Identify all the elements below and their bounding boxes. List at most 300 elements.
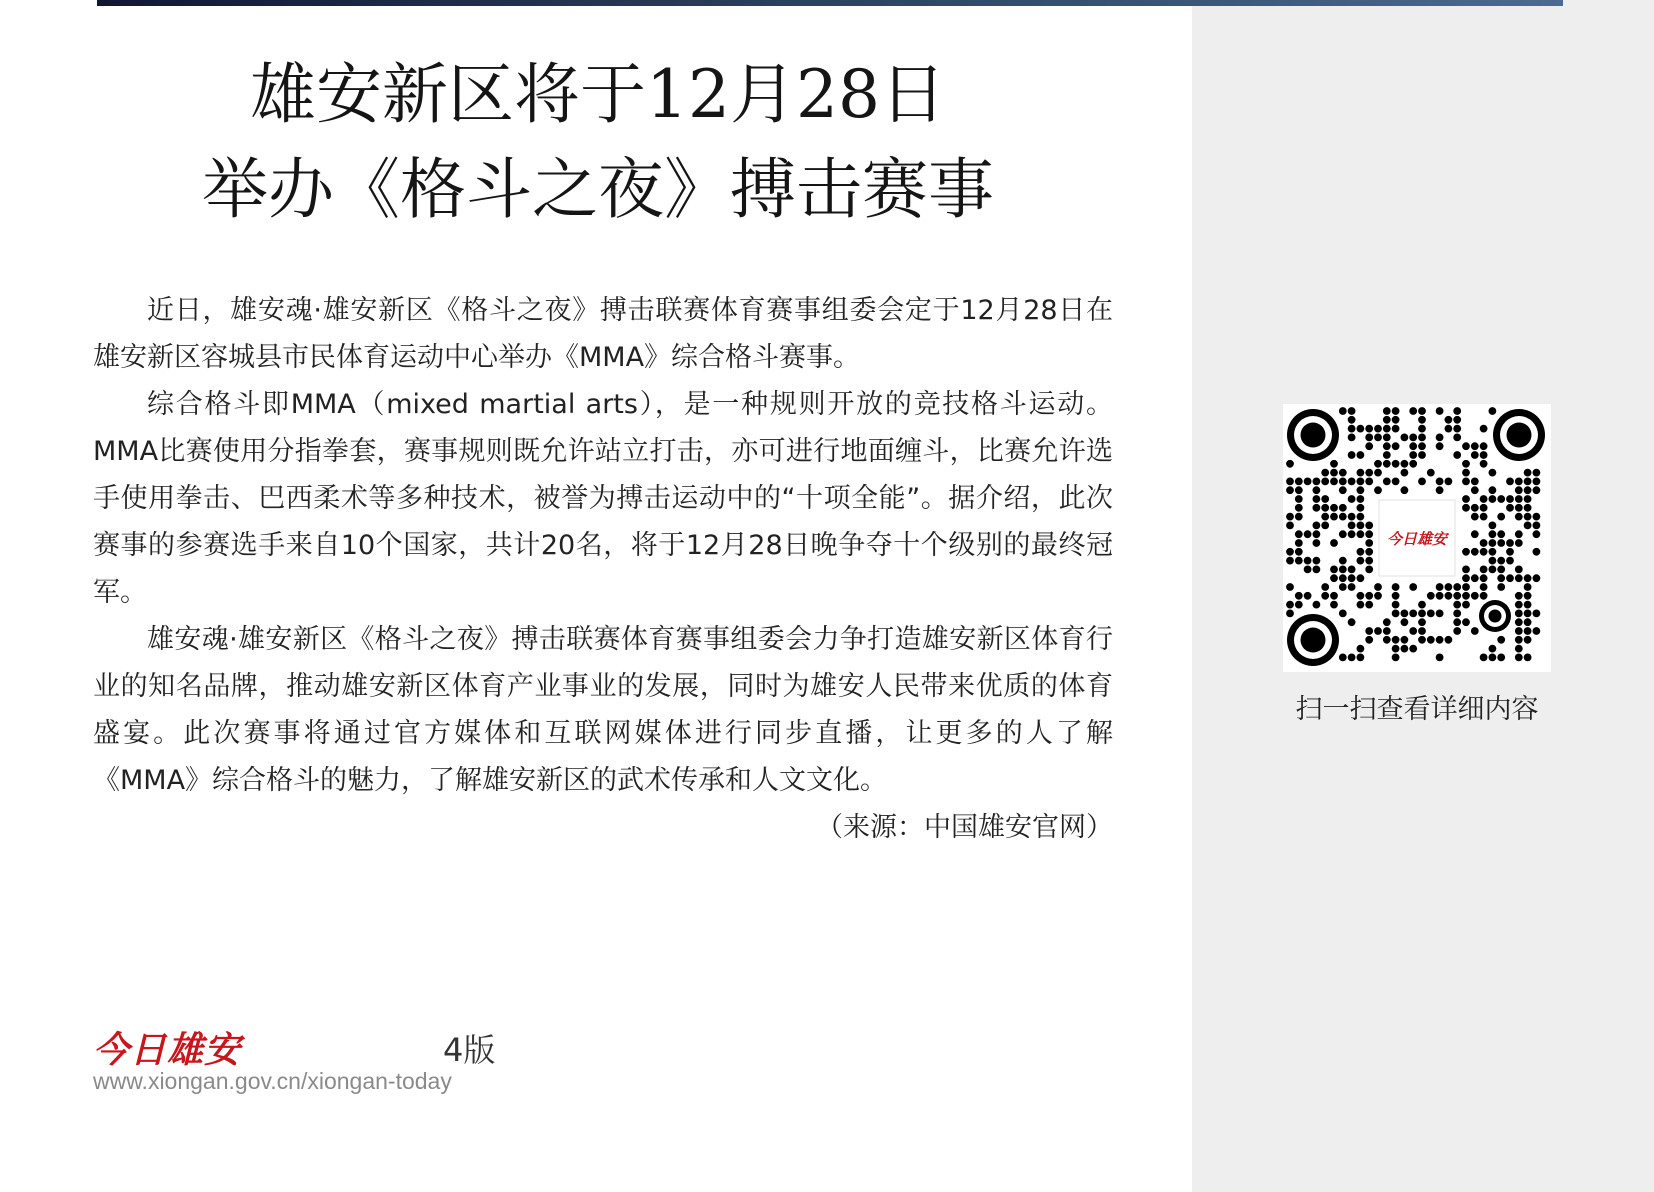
qr-module: [1506, 478, 1514, 486]
qr-module: [1365, 548, 1373, 556]
qr-module: [1524, 583, 1532, 591]
qr-module: [1418, 618, 1426, 626]
qr-module: [1357, 592, 1365, 600]
qr-module: [1357, 548, 1365, 556]
qr-module: [1515, 654, 1523, 662]
qr-module: [1515, 645, 1523, 653]
qr-center-logo: 今日雄安: [1386, 530, 1448, 548]
qr-module: [1533, 530, 1541, 538]
qr-module: [1401, 618, 1409, 626]
qr-module: [1515, 592, 1523, 600]
qr-module: [1365, 601, 1373, 609]
qr-module: [1453, 451, 1461, 459]
qr-module: [1515, 627, 1523, 635]
qr-module: [1392, 654, 1400, 662]
qr-module: [1374, 425, 1382, 433]
qr-module: [1515, 539, 1523, 547]
qr-module: [1401, 636, 1409, 644]
qr-module: [1497, 530, 1505, 538]
qr-module: [1533, 486, 1541, 494]
qr-module: [1392, 416, 1400, 424]
qr-module: [1365, 522, 1373, 530]
qr-module: [1533, 478, 1541, 486]
qr-module: [1427, 592, 1435, 600]
newspaper-logo: 今日雄安: [93, 1029, 242, 1071]
qr-module: [1357, 478, 1365, 486]
qr-module: [1357, 645, 1365, 653]
qr-module: [1339, 654, 1347, 662]
qr-module: [1480, 548, 1488, 556]
qr-module: [1374, 486, 1382, 494]
qr-module: [1383, 425, 1391, 433]
qr-module: [1313, 495, 1321, 503]
qr-module: [1462, 592, 1470, 600]
qr-module: [1374, 434, 1382, 442]
paragraph-2: 综合格斗即MMA（mixed martial arts），是一种规则开放的竞技格斗运动。MMA比赛使用分指拳套，赛事规则既允许站立打击，亦可进行地面缠斗，比赛允许选手使用拳击、巴西柔术等多种技术，被誉为搏击运动中的“十项全能”。据介绍，此次赛事的参赛选手来自10个国家，共计20名，将于12月28日晚争夺十个级别的最终冠军。: [93, 389, 1113, 608]
qr-module: [1295, 478, 1303, 486]
qr-module: [1348, 495, 1356, 503]
qr-module: [1313, 504, 1321, 512]
qr-module: [1480, 583, 1488, 591]
qr-module: [1295, 530, 1303, 538]
qr-module: [1295, 504, 1303, 512]
qr-module: [1524, 495, 1532, 503]
qr-module: [1418, 425, 1426, 433]
qr-module: [1497, 583, 1505, 591]
qr-module: [1506, 504, 1514, 512]
qr-module: [1409, 610, 1417, 618]
qr-module: [1330, 592, 1338, 600]
qr-module: [1445, 636, 1453, 644]
qr-code-icon: [1283, 404, 1551, 672]
qr-module: [1383, 407, 1391, 415]
qr-module: [1471, 486, 1479, 494]
qr-module: [1445, 416, 1453, 424]
qr-module: [1497, 539, 1505, 547]
qr-module: [1286, 557, 1294, 565]
qr-module: [1409, 407, 1417, 415]
qr-module: [1515, 495, 1523, 503]
qr-module: [1304, 478, 1312, 486]
qr-module: [1462, 460, 1470, 468]
qr-module: [1392, 636, 1400, 644]
qr-module: [1524, 469, 1532, 477]
qr-module: [1286, 601, 1294, 609]
qr-module: [1286, 583, 1294, 591]
article-body: [93, 287, 1113, 851]
qr-module: [1436, 654, 1444, 662]
qr-module: [1401, 486, 1409, 494]
qr-module: [1436, 583, 1444, 591]
qr-module: [1365, 442, 1373, 450]
qr-module: [1524, 522, 1532, 530]
qr-module: [1321, 478, 1329, 486]
qr-module: [1383, 627, 1391, 635]
qr-module: [1348, 654, 1356, 662]
qr-module: [1321, 592, 1329, 600]
qr-module: [1374, 583, 1382, 591]
qr-module: [1515, 486, 1523, 494]
qr-module: [1348, 434, 1356, 442]
qr-module: [1462, 574, 1470, 582]
qr-module: [1304, 592, 1312, 600]
qr-module: [1436, 407, 1444, 415]
qr-module: [1480, 442, 1488, 450]
qr-module: [1515, 478, 1523, 486]
qr-module: [1339, 583, 1347, 591]
qr-module: [1515, 574, 1523, 582]
qr-module: [1313, 530, 1321, 538]
qr-module: [1524, 654, 1532, 662]
qr-module: [1295, 539, 1303, 547]
qr-module: [1453, 618, 1461, 626]
qr-module: [1436, 592, 1444, 600]
qr-alignment-marker: [1479, 600, 1511, 632]
qr-module: [1515, 636, 1523, 644]
qr-module: [1357, 504, 1365, 512]
qr-module: [1365, 478, 1373, 486]
qr-module: [1497, 654, 1505, 662]
qr-module: [1471, 627, 1479, 635]
qr-module: [1418, 627, 1426, 635]
qr-module: [1339, 557, 1347, 565]
qr-module: [1374, 469, 1382, 477]
qr-module: [1392, 601, 1400, 609]
qr-module: [1427, 469, 1435, 477]
qr-module: [1524, 610, 1532, 618]
qr-module: [1339, 478, 1347, 486]
qr-module: [1357, 522, 1365, 530]
qr-module: [1480, 566, 1488, 574]
qr-module: [1348, 530, 1356, 538]
qr-module: [1462, 504, 1470, 512]
qr-module: [1524, 592, 1532, 600]
qr-module: [1295, 486, 1303, 494]
qr-module: [1330, 513, 1338, 521]
qr-module: [1436, 486, 1444, 494]
qr-module: [1401, 610, 1409, 618]
qr-module: [1489, 645, 1497, 653]
qr-module: [1365, 592, 1373, 600]
qr-module: [1462, 548, 1470, 556]
qr-module: [1321, 583, 1329, 591]
qr-module: [1286, 460, 1294, 468]
qr-module: [1515, 618, 1523, 626]
qr-module: [1330, 574, 1338, 582]
qr-module: [1286, 522, 1294, 530]
qr-module: [1313, 522, 1321, 530]
qr-module: [1533, 574, 1541, 582]
qr-module: [1330, 478, 1338, 486]
qr-module: [1427, 610, 1435, 618]
qr-module: [1409, 460, 1417, 468]
qr-module: [1471, 592, 1479, 600]
qr-module: [1489, 495, 1497, 503]
qr-code-graphic: [1283, 404, 1551, 672]
qr-module: [1489, 407, 1497, 415]
qr-module: [1453, 416, 1461, 424]
qr-finder-bottom-left: [1287, 614, 1339, 666]
qr-module: [1295, 592, 1303, 600]
qr-module: [1286, 548, 1294, 556]
qr-module: [1515, 610, 1523, 618]
qr-module: [1489, 469, 1497, 477]
qr-module: [1357, 495, 1365, 503]
qr-module: [1445, 583, 1453, 591]
qr-module: [1436, 478, 1444, 486]
qr-module: [1489, 566, 1497, 574]
qr-module: [1339, 486, 1347, 494]
qr-module: [1295, 601, 1303, 609]
qr-module: [1462, 618, 1470, 626]
qr-module: [1313, 566, 1321, 574]
qr-module: [1348, 513, 1356, 521]
title-line-2: 举办《格斗之夜》搏击赛事: [202, 151, 994, 228]
qr-module: [1321, 504, 1329, 512]
qr-module: [1383, 442, 1391, 450]
paragraph-3: 雄安魂·雄安新区《格斗之夜》搏击联赛体育赛事组委会力争打造雄安新区体育行业的知名品牌，推动雄安新区体育产业事业的发展，同时为雄安人民带来优质的体育盛宴。此次赛事将通过官方媒体和互联网媒体进行同步直播，让更多的人了解《MMA》综合格斗的魅力，了解雄安新区的武术传承和人文文化。: [93, 624, 1113, 796]
qr-module: [1348, 574, 1356, 582]
qr-module: [1471, 504, 1479, 512]
qr-module: [1524, 574, 1532, 582]
qr-module: [1304, 566, 1312, 574]
qr-module: [1480, 425, 1488, 433]
qr-module: [1401, 469, 1409, 477]
qr-module: [1383, 451, 1391, 459]
qr-module: [1348, 407, 1356, 415]
qr-module: [1383, 460, 1391, 468]
qr-module: [1339, 513, 1347, 521]
qr-module: [1471, 451, 1479, 459]
qr-module: [1321, 522, 1329, 530]
qr-module: [1365, 539, 1373, 547]
top-bar: [97, 0, 1563, 6]
qr-module: [1480, 654, 1488, 662]
qr-module: [1524, 636, 1532, 644]
qr-module: [1321, 469, 1329, 477]
qr-module: [1401, 460, 1409, 468]
qr-module: [1348, 478, 1356, 486]
qr-module: [1506, 557, 1514, 565]
qr-module: [1506, 495, 1514, 503]
qr-module: [1418, 601, 1426, 609]
qr-module: [1471, 530, 1479, 538]
qr-module: [1418, 434, 1426, 442]
qr-module: [1392, 478, 1400, 486]
qr-module: [1321, 513, 1329, 521]
qr-module: [1462, 478, 1470, 486]
qr-module: [1524, 504, 1532, 512]
qr-module: [1497, 574, 1505, 582]
qr-module: [1480, 592, 1488, 600]
qr-module: [1348, 425, 1356, 433]
qr-module: [1418, 610, 1426, 618]
qr-module: [1453, 592, 1461, 600]
qr-module: [1365, 557, 1373, 565]
qr-module: [1409, 451, 1417, 459]
qr-module: [1330, 504, 1338, 512]
qr-module: [1409, 442, 1417, 450]
qr-module: [1471, 574, 1479, 582]
qr-module: [1489, 548, 1497, 556]
qr-module: [1506, 574, 1514, 582]
qr-module: [1515, 513, 1523, 521]
qr-module: [1295, 557, 1303, 565]
qr-module: [1392, 592, 1400, 600]
qr-module: [1489, 539, 1497, 547]
qr-module: [1489, 654, 1497, 662]
qr-module: [1533, 469, 1541, 477]
qr-module: [1445, 478, 1453, 486]
qr-module: [1374, 627, 1382, 635]
qr-module: [1418, 416, 1426, 424]
qr-module: [1462, 495, 1470, 503]
qr-module: [1533, 522, 1541, 530]
qr-module: [1418, 478, 1426, 486]
qr-module: [1418, 407, 1426, 415]
qr-module: [1533, 610, 1541, 618]
qr-module: [1357, 486, 1365, 494]
qr-module: [1515, 504, 1523, 512]
qr-module: [1313, 486, 1321, 494]
qr-module: [1383, 636, 1391, 644]
qr-module: [1383, 478, 1391, 486]
qr-module: [1365, 530, 1373, 538]
qr-module: [1401, 434, 1409, 442]
qr-module: [1524, 513, 1532, 521]
qr-module: [1286, 513, 1294, 521]
qr-module: [1453, 583, 1461, 591]
qr-module: [1471, 442, 1479, 450]
qr-module: [1524, 486, 1532, 494]
qr-module: [1497, 636, 1505, 644]
qr-module: [1374, 592, 1382, 600]
qr-module: [1471, 513, 1479, 521]
qr-module: [1462, 601, 1470, 609]
qr-module: [1295, 513, 1303, 521]
qr-module: [1392, 442, 1400, 450]
qr-module: [1453, 425, 1461, 433]
qr-module: [1392, 645, 1400, 653]
qr-module: [1497, 495, 1505, 503]
qr-finder-top-right: [1493, 409, 1545, 461]
qr-module: [1339, 530, 1347, 538]
qr-module: [1462, 583, 1470, 591]
page-number: 4版: [443, 1031, 496, 1069]
qr-module: [1295, 548, 1303, 556]
qr-module: [1304, 530, 1312, 538]
qr-module: [1453, 627, 1461, 635]
qr-module: [1524, 601, 1532, 609]
qr-module: [1489, 530, 1497, 538]
qr-module: [1453, 407, 1461, 415]
qr-module: [1348, 566, 1356, 574]
qr-module: [1357, 654, 1365, 662]
qr-module: [1497, 557, 1505, 565]
qr-module: [1304, 557, 1312, 565]
qr-module: [1295, 495, 1303, 503]
qr-module: [1409, 583, 1417, 591]
qr-module: [1357, 574, 1365, 582]
qr-module: [1339, 610, 1347, 618]
qr-module: [1453, 434, 1461, 442]
qr-module: [1533, 513, 1541, 521]
qr-module: [1506, 548, 1514, 556]
qr-module: [1445, 592, 1453, 600]
paragraph-1: 近日，雄安魂·雄安新区《格斗之夜》搏击联赛体育赛事组委会定于12月28日在雄安新区容城县市民体育运动中心举办《MMA》综合格斗赛事。: [93, 295, 1113, 373]
qr-module: [1480, 460, 1488, 468]
qr-module: [1374, 460, 1382, 468]
qr-module: [1330, 566, 1338, 574]
qr-module: [1313, 557, 1321, 565]
qr-module: [1497, 566, 1505, 574]
qr-module: [1365, 425, 1373, 433]
qr-module: [1489, 522, 1497, 530]
qr-module: [1480, 574, 1488, 582]
qr-module: [1330, 601, 1338, 609]
qr-module: [1339, 504, 1347, 512]
source-credit: （来源：中国雄安官网）: [816, 812, 1113, 843]
qr-module: [1462, 566, 1470, 574]
qr-module: [1357, 513, 1365, 521]
qr-module: [1383, 416, 1391, 424]
qr-module: [1427, 636, 1435, 644]
qr-module: [1392, 425, 1400, 433]
qr-module: [1480, 495, 1488, 503]
qr-module: [1515, 566, 1523, 574]
qr-module: [1383, 618, 1391, 626]
qr-module: [1506, 539, 1514, 547]
footer-url: www.xiongan.gov.cn/xiongan-today: [93, 1068, 452, 1094]
qr-module: [1418, 636, 1426, 644]
qr-module: [1286, 486, 1294, 494]
qr-module: [1365, 434, 1373, 442]
qr-module: [1497, 513, 1505, 521]
qr-module: [1524, 478, 1532, 486]
qr-module: [1339, 469, 1347, 477]
qr-module: [1515, 601, 1523, 609]
qr-module: [1392, 610, 1400, 618]
qr-module: [1409, 645, 1417, 653]
qr-module: [1321, 495, 1329, 503]
qr-module: [1348, 451, 1356, 459]
qr-module: [1357, 530, 1365, 538]
qr-module: [1436, 610, 1444, 618]
qr-module: [1471, 548, 1479, 556]
qr-module: [1339, 407, 1347, 415]
qr-module: [1436, 442, 1444, 450]
qr-module: [1348, 583, 1356, 591]
qr-module: [1392, 460, 1400, 468]
qr-module: [1365, 566, 1373, 574]
qr-module: [1445, 425, 1453, 433]
qr-module: [1515, 530, 1523, 538]
article-title: [88, 47, 1108, 237]
qr-module: [1524, 627, 1532, 635]
qr-module: [1409, 627, 1417, 635]
qr-module: [1462, 442, 1470, 450]
qr-module: [1383, 434, 1391, 442]
qr-module: [1462, 469, 1470, 477]
qr-module: [1348, 522, 1356, 530]
qr-module: [1418, 442, 1426, 450]
qr-module: [1392, 583, 1400, 591]
qr-module: [1330, 539, 1338, 547]
qr-module: [1489, 486, 1497, 494]
qr-finder-top-left: [1287, 409, 1339, 461]
qr-module: [1533, 627, 1541, 635]
qr-module: [1365, 627, 1373, 635]
